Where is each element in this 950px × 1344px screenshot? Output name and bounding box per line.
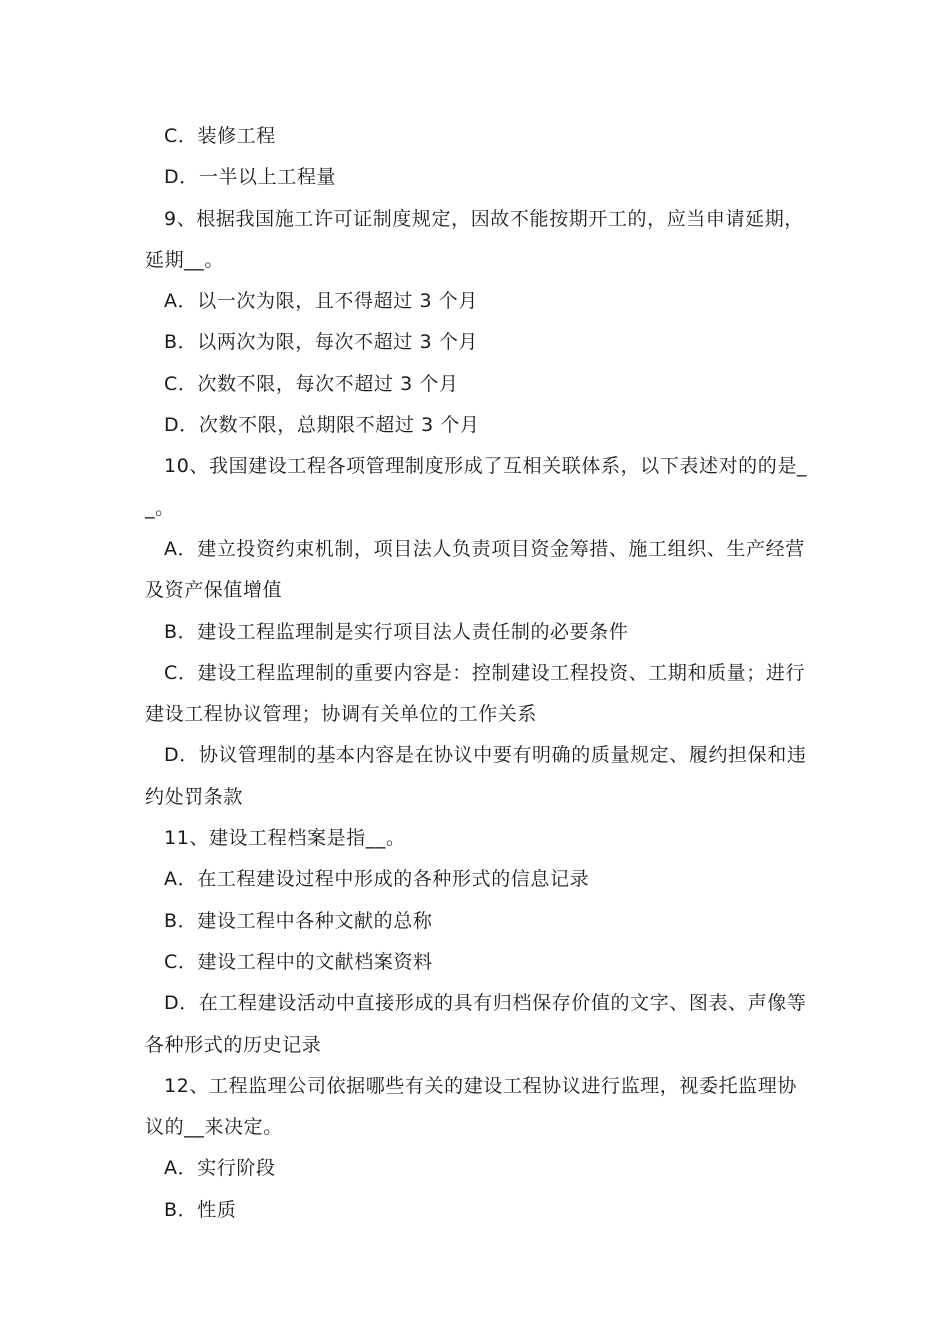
option-label: C． (164, 372, 198, 395)
option-label: D． (164, 744, 199, 767)
option-label: B． (164, 620, 198, 643)
option-item (145, 901, 810, 942)
option-text: 次数不限，每次不超过 3 个月 (197, 372, 459, 395)
option-text: 以两次为限，每次不超过 3 个月 (197, 331, 479, 354)
document-page (145, 116, 810, 1231)
option-text: 建设工程监理制的重要内容是：控制建设工程投资、工期和质量；进行建设工程协议管理；协调有关单位的工作关系 (145, 661, 806, 726)
option-item (145, 157, 810, 198)
option-text: 装修工程 (197, 125, 276, 147)
option-text: 一半以上工程量 (198, 166, 337, 189)
option-label: B． (164, 909, 198, 932)
option-item (145, 322, 810, 363)
option-item (145, 281, 810, 322)
question-text: 工程监理公司依据哪些有关的建设工程协议进行监理，视委托监理协议的__来决定。 (145, 1074, 797, 1139)
option-label: D． (164, 166, 199, 189)
question-item (145, 1066, 810, 1149)
question-number: 11、 (164, 827, 209, 850)
option-item (145, 405, 810, 446)
option-item (145, 116, 810, 157)
option-label: A． (164, 868, 198, 891)
option-item (145, 859, 810, 900)
option-label: A． (164, 290, 198, 313)
option-text: 在工程建设活动中直接形成的具有归档保存价值的文字、图表、声像等各种形式的历史记录 (145, 992, 807, 1056)
option-label: D． (164, 992, 199, 1015)
option-text: 建立投资约束机制，项目法人负责项目资金筹措、施工组织、生产经营及资产保值增值 (145, 537, 805, 602)
option-text: 协议管理制的基本内容是在协议中要有明确的质量规定、履约担保和违约处罚条款 (145, 744, 807, 808)
question-text: 根据我国施工许可证制度规定，因故不能按期开工的，应当申请延期，延期__。 (145, 207, 804, 271)
option-label: A． (164, 537, 198, 560)
option-text: 建设工程中各种文献的总称 (197, 909, 433, 932)
option-text: 次数不限，总期限不超过 3 个月 (198, 414, 480, 437)
option-text: 性质 (197, 1198, 237, 1221)
option-item (145, 612, 810, 653)
option-label: C． (164, 950, 198, 973)
option-label: B． (164, 331, 198, 354)
option-text: 建设工程中的文献档案资料 (197, 950, 433, 973)
question-text: 我国建设工程各项管理制度形成了互相关联体系，以下表述对的的是__。 (145, 455, 808, 519)
option-label: C． (164, 661, 198, 684)
question-number: 9、 (164, 207, 197, 230)
question-number: 10、 (164, 455, 209, 478)
option-item (145, 942, 810, 983)
option-item (145, 1148, 810, 1189)
option-text: 在工程建设过程中形成的各种形式的信息记录 (197, 868, 590, 891)
option-label: B． (164, 1198, 198, 1221)
question-number: 12、 (164, 1074, 209, 1097)
option-label: C． (164, 125, 198, 147)
option-item (145, 1190, 810, 1231)
option-item (145, 735, 810, 818)
option-text: 实行阶段 (197, 1157, 276, 1180)
question-item (145, 199, 810, 282)
option-text: 以一次为限，且不得超过 3 个月 (197, 290, 478, 313)
question-item (145, 818, 810, 859)
option-item (145, 983, 810, 1066)
question-text: 建设工程档案是指__。 (208, 827, 406, 850)
option-text: 建设工程监理制是实行项目法人责任制的必要条件 (197, 620, 629, 643)
option-item (145, 364, 810, 405)
option-label: A． (164, 1157, 198, 1180)
option-item (145, 653, 810, 736)
question-item (145, 446, 810, 529)
option-item (145, 529, 810, 612)
option-label: D． (164, 414, 199, 437)
